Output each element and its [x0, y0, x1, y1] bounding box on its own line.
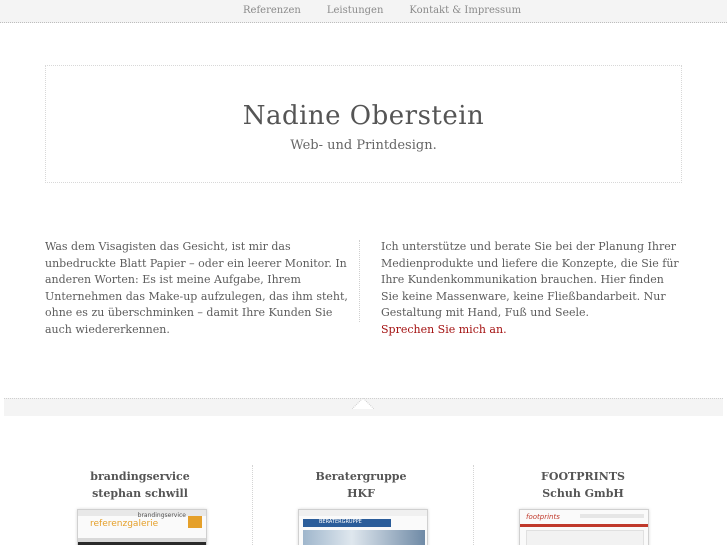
thumb-banner — [303, 519, 391, 527]
intro-right — [381, 239, 681, 338]
nav-link-leistungen[interactable]: Leistungen — [326, 5, 384, 16]
portfolio-item-footprints[interactable] — [493, 469, 673, 502]
thumb-heading: referenzgalerie — [90, 519, 159, 529]
portfolio-title-line2: Schuh GmbH — [542, 486, 624, 500]
contact-cta-link[interactable]: Sprechen Sie mich an. — [381, 322, 507, 336]
separator-arrow-icon — [352, 397, 374, 409]
nav-link-referenzen[interactable]: Referenzen — [243, 5, 301, 16]
top-navigation — [0, 0, 727, 23]
thumb-logo-text: footprints — [526, 513, 560, 521]
portfolio-title-line1: Beratergruppe — [315, 470, 407, 483]
portfolio-title-line1: brandingservice — [90, 470, 190, 483]
thumb-content — [526, 530, 644, 545]
portfolio-thumbnail-brandingservice[interactable] — [77, 509, 207, 545]
thumb-heading: BERATERGRUPPE — [319, 519, 362, 525]
portfolio-title-line2: HKF — [347, 486, 375, 500]
site-title: Nadine Oberstein — [242, 101, 485, 131]
column-divider — [359, 240, 360, 322]
intro-left-text: Was dem Visagisten das Gesicht, ist mir das unbedruckte Blatt Papier – oder ein leerer Monitor. In anderen Worten: Es ist meine Aufgabe, Ihrem Unternehmen das Make-up aufzulegen, das ihm steht, ohne es zu überschminken – damit Ihre Kunden Sie auch wiedererkennen. — [45, 240, 348, 336]
thumb-logo-mark — [188, 516, 202, 528]
portfolio-thumbnail-footprints[interactable] — [519, 509, 649, 545]
header-box — [45, 65, 682, 183]
intro-right-text: Ich unterstütze und berate Sie bei der Planung Ihrer Medienprodukte und liefere die Konzepte, die Sie für Ihre Kundenkommunikation brauchen. Hier finden Sie keine Massenware, keine Fließbandarbeit. Nur Gestaltung mit Hand, Fuß und Seele. — [381, 240, 679, 319]
thumb-logo-area — [137, 512, 202, 530]
thumb-topbar — [299, 510, 427, 516]
portfolio-divider — [473, 465, 474, 545]
thumb-stripe — [520, 524, 649, 527]
thumb-image — [303, 530, 425, 545]
portfolio-thumbnail-beratergruppe[interactable] — [298, 509, 428, 545]
portfolio-title-line1: FOOTPRINTS — [541, 470, 625, 483]
portfolio-item-brandingservice[interactable] — [50, 469, 230, 502]
thumb-menu — [580, 514, 644, 518]
portfolio-title-line2: stephan schwill — [92, 486, 188, 500]
site-subtitle: Web- und Printdesign. — [290, 138, 437, 153]
nav-link-kontakt-impressum[interactable]: Kontakt & Impressum — [409, 5, 522, 16]
portfolio-divider — [252, 465, 253, 545]
thumb-logo-text: brandingservice — [137, 512, 186, 519]
portfolio-item-beratergruppe[interactable] — [271, 469, 451, 502]
nav-links — [243, 5, 521, 16]
